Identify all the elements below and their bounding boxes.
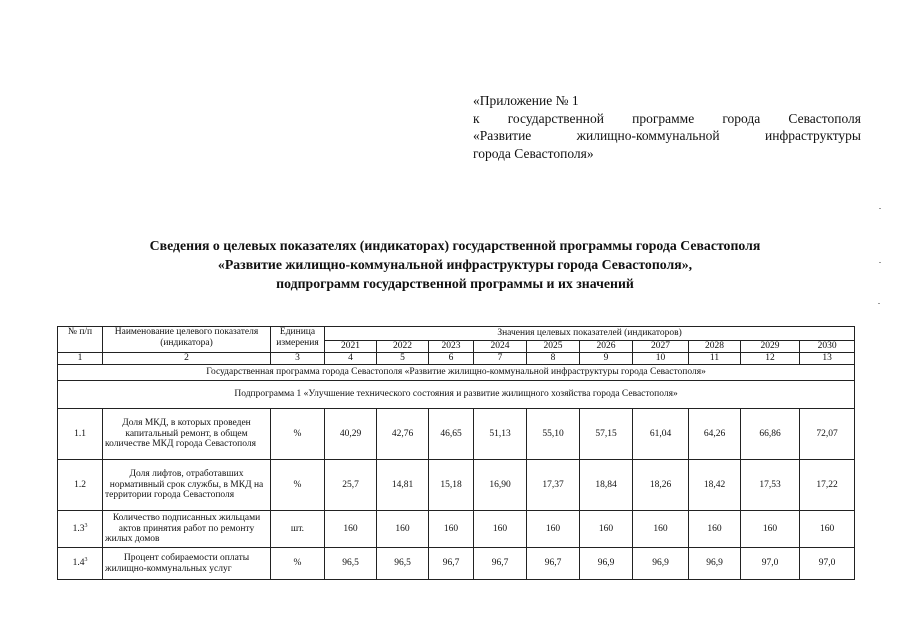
year-header: 2021 <box>325 341 377 353</box>
value-cell: 160 <box>580 511 633 548</box>
value-cell: 17,22 <box>800 460 855 511</box>
value-cell: 97,0 <box>741 548 800 580</box>
header-unit: Единица измерения <box>271 327 325 353</box>
indicator-name: Доля МКД, в которых проведен капитальный ремонт, в общем количестве МКД города Севастополя <box>103 409 271 460</box>
indicator-unit: шт. <box>271 511 325 548</box>
value-cell: 96,9 <box>633 548 689 580</box>
program-title: Государственная программа города Севастополя «Развитие жилищно-коммунальной инфраструктуры города Севастополя» <box>58 365 855 381</box>
value-cell: 96,7 <box>429 548 474 580</box>
value-cell: 15,18 <box>429 460 474 511</box>
value-cell: 18,42 <box>689 460 741 511</box>
scan-speck <box>878 303 880 304</box>
value-cell: 160 <box>377 511 429 548</box>
row-number-text: 1.1 <box>74 428 86 439</box>
indicators-table <box>57 326 855 580</box>
value-cell: 46,65 <box>429 409 474 460</box>
column-number: 10 <box>633 353 689 365</box>
indicator-name: Доля лифтов, отработавших нормативный срок службы, в МКД на территории города Севастополя <box>103 460 271 511</box>
table-row <box>58 548 855 580</box>
value-cell: 160 <box>800 511 855 548</box>
row-number-text: 1.4 <box>72 558 85 569</box>
row-number-text: 1.3 <box>72 523 85 534</box>
year-header: 2027 <box>633 341 689 353</box>
scan-speck <box>879 262 881 263</box>
row-number <box>58 409 103 460</box>
column-number: 2 <box>103 353 271 365</box>
table-row <box>58 460 855 511</box>
program-row <box>58 365 855 381</box>
header-num: № п/п <box>58 327 103 353</box>
appendix-line: города Севастополя» <box>473 145 594 161</box>
value-cell: 57,15 <box>580 409 633 460</box>
row-number <box>58 460 103 511</box>
header-values-group: Значения целевых показателей (индикаторов) <box>325 327 855 341</box>
header-row <box>58 327 855 341</box>
document-title <box>60 236 850 293</box>
value-cell: 160 <box>325 511 377 548</box>
value-cell: 55,10 <box>527 409 580 460</box>
value-cell: 14,81 <box>377 460 429 511</box>
subprogram-row <box>58 381 855 409</box>
value-cell: 97,0 <box>800 548 855 580</box>
indicator-unit: % <box>271 548 325 580</box>
table-row <box>58 511 855 548</box>
column-number: 1 <box>58 353 103 365</box>
value-cell: 160 <box>633 511 689 548</box>
appendix-line: к государственной программе города Севастополя <box>473 110 861 126</box>
value-cell: 160 <box>429 511 474 548</box>
value-cell: 160 <box>527 511 580 548</box>
row-number <box>58 511 103 548</box>
title-line: «Развитие жилищно-коммунальной инфраструктуры города Севастополя», <box>217 257 693 272</box>
row-footnote: 3 <box>84 522 88 529</box>
appendix-line: «Приложение № 1 <box>473 93 579 108</box>
scan-speck <box>879 208 881 209</box>
value-cell: 16,90 <box>474 460 527 511</box>
row-number-text: 1.2 <box>74 479 86 490</box>
indicator-unit: % <box>271 460 325 511</box>
value-cell: 17,37 <box>527 460 580 511</box>
year-header: 2030 <box>800 341 855 353</box>
column-number: 5 <box>377 353 429 365</box>
column-number: 3 <box>271 353 325 365</box>
column-number: 8 <box>527 353 580 365</box>
value-cell: 25,7 <box>325 460 377 511</box>
value-cell: 72,07 <box>800 409 855 460</box>
year-header: 2025 <box>527 341 580 353</box>
value-cell: 18,26 <box>633 460 689 511</box>
year-header: 2024 <box>474 341 527 353</box>
value-cell: 96,5 <box>325 548 377 580</box>
value-cell: 40,29 <box>325 409 377 460</box>
appendix-line: «Развитие жилищно-коммунальной инфраструктуры <box>473 128 861 143</box>
header-name: Наименование целевого показателя (индикатора) <box>103 327 271 353</box>
row-number <box>58 548 103 580</box>
column-number: 13 <box>800 353 855 365</box>
indicator-name: Количество подписанных жильцами актов принятия работ по ремонту жилых домов <box>103 511 271 548</box>
appendix-note <box>473 92 861 162</box>
value-cell: 96,7 <box>527 548 580 580</box>
value-cell: 66,86 <box>741 409 800 460</box>
table-row <box>58 409 855 460</box>
column-number: 7 <box>474 353 527 365</box>
value-cell: 17,53 <box>741 460 800 511</box>
row-footnote: 3 <box>84 557 88 564</box>
value-cell: 160 <box>689 511 741 548</box>
year-header: 2029 <box>741 341 800 353</box>
value-cell: 42,76 <box>377 409 429 460</box>
column-numbers-row <box>58 353 855 365</box>
value-cell: 51,13 <box>474 409 527 460</box>
value-cell: 64,26 <box>689 409 741 460</box>
value-cell: 160 <box>474 511 527 548</box>
year-header: 2028 <box>689 341 741 353</box>
indicator-name: Процент собираемости оплаты жилищно-коммунальных услуг <box>103 548 271 580</box>
value-cell: 96,9 <box>580 548 633 580</box>
title-line: Сведения о целевых показателях (индикаторах) государственной программы города Севастополя <box>149 238 761 253</box>
column-number: 12 <box>741 353 800 365</box>
value-cell: 18,84 <box>580 460 633 511</box>
value-cell: 61,04 <box>633 409 689 460</box>
subprogram-title: Подпрограмма 1 «Улучшение технического состояния и развитие жилищного хозяйства города Севастополя» <box>58 381 855 409</box>
column-number: 11 <box>689 353 741 365</box>
value-cell: 160 <box>741 511 800 548</box>
year-header: 2023 <box>429 341 474 353</box>
year-header: 2022 <box>377 341 429 353</box>
column-number: 9 <box>580 353 633 365</box>
value-cell: 96,5 <box>377 548 429 580</box>
column-number: 4 <box>325 353 377 365</box>
year-header: 2026 <box>580 341 633 353</box>
value-cell: 96,9 <box>689 548 741 580</box>
column-number: 6 <box>429 353 474 365</box>
value-cell: 96,7 <box>474 548 527 580</box>
title-line: подпрограмм государственной программы и их значений <box>276 276 634 291</box>
indicator-unit: % <box>271 409 325 460</box>
